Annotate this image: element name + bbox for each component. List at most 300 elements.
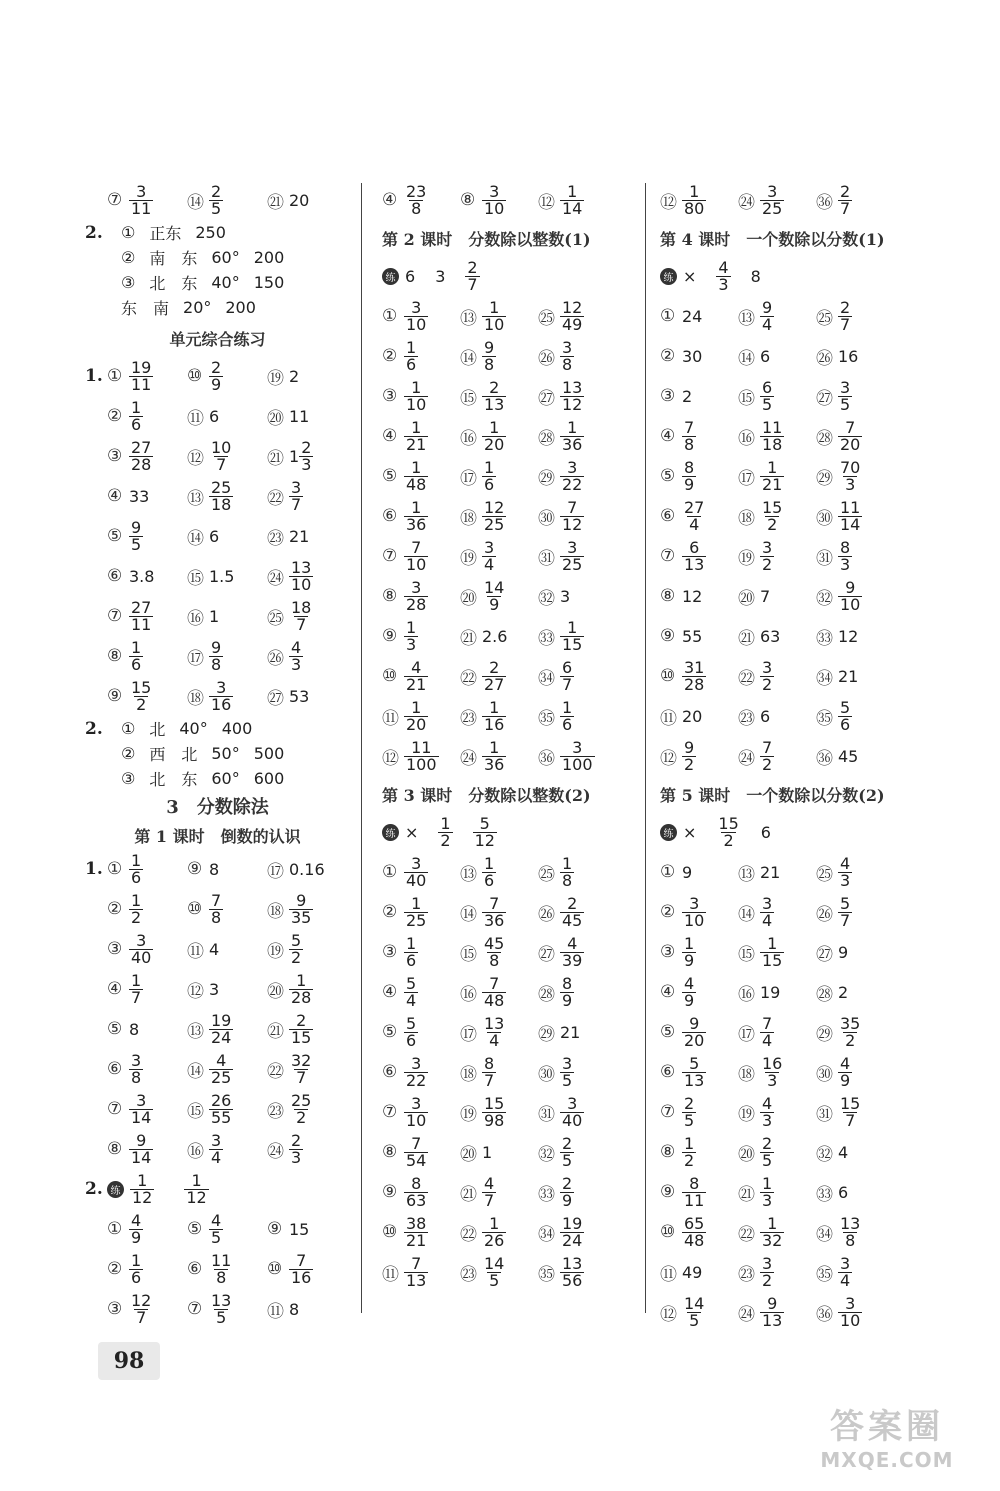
answer-cell [538, 1133, 616, 1170]
answer-cell [107, 1130, 187, 1167]
item-number: ㉞ [538, 668, 555, 689]
answer-cell [660, 346, 738, 366]
denominator: 3 [762, 1110, 773, 1130]
numerator: 19 [562, 1213, 583, 1233]
answer-value: 6 [209, 406, 220, 426]
denominator: 3 [840, 554, 851, 574]
item-number: ㉟ [538, 708, 555, 729]
denominator: 25 [562, 554, 583, 574]
denominator: 8 [562, 870, 573, 890]
item-number: ㉖ [267, 648, 284, 669]
denominator: 15 [291, 1027, 312, 1047]
fraction [482, 1093, 506, 1130]
numerator: 14 [684, 1293, 705, 1313]
numerator: 2 [211, 357, 222, 377]
numerator: 1 [484, 853, 495, 873]
denominator: 28 [406, 594, 427, 614]
answer-value: 4 [209, 939, 220, 959]
question-number: 2. [85, 222, 103, 243]
fraction [129, 1090, 153, 1127]
fraction [209, 890, 223, 927]
item-number: ⑥ [382, 1062, 398, 1082]
item-number: ① [107, 1219, 123, 1239]
fraction [760, 1253, 774, 1290]
answer-cell [267, 477, 347, 514]
answer-row [660, 892, 905, 932]
answer-row [382, 892, 640, 932]
denominator: 9 [684, 474, 695, 494]
item-number: ④ [107, 979, 123, 999]
whole-part: 1 [289, 446, 300, 466]
answer-value: 1.5 [209, 566, 235, 586]
fraction [560, 697, 574, 734]
fraction [682, 1053, 706, 1090]
item-number: ⑨ [187, 859, 203, 879]
answer-cell [660, 497, 738, 534]
denominator: 4 [762, 1030, 773, 1050]
numerator: 1 [411, 417, 422, 437]
item-number: ⑮ [187, 1101, 204, 1122]
item-number: ⑳ [460, 588, 477, 609]
denominator: 7 [484, 1190, 495, 1210]
answer-row [660, 536, 905, 576]
answer-cell [187, 357, 267, 394]
numerator: 9 [762, 297, 773, 317]
denominator: 4 [840, 1270, 851, 1290]
numerator: 11 [411, 737, 432, 757]
item-number: ⑤ [107, 526, 123, 546]
answer-row [382, 852, 640, 892]
denominator: 9 [562, 990, 573, 1010]
item-number: ㉚ [816, 508, 833, 529]
answer-value: 8 [209, 859, 220, 879]
fraction [129, 677, 153, 714]
answer-cell [382, 657, 460, 694]
item-number: ⑯ [187, 608, 204, 629]
answer-row [660, 576, 905, 616]
fraction [838, 297, 852, 334]
fraction [760, 657, 774, 694]
numerator: 3 [767, 181, 778, 201]
answer-row [382, 536, 640, 576]
answer-row [382, 496, 640, 536]
denominator: 4 [762, 910, 773, 930]
item-number: ③ [382, 942, 398, 962]
fraction [682, 1173, 706, 1210]
answer-cell [538, 697, 616, 734]
answer-cell [107, 1290, 187, 1327]
fraction [482, 537, 496, 574]
answer-cell [107, 930, 187, 967]
answer-value: 19 [760, 982, 781, 1002]
item-number: ㉒ [738, 1224, 755, 1245]
denominator: 5 [562, 1070, 573, 1090]
answer-cell [660, 457, 738, 494]
practice-row [660, 812, 905, 852]
numerator: 18 [291, 597, 312, 617]
answer-cell [187, 937, 267, 962]
answer-cell [267, 524, 347, 549]
denominator: 5 [689, 1310, 700, 1330]
answer-row [382, 1052, 640, 1092]
answer-row [382, 336, 640, 376]
fraction [760, 933, 784, 970]
answer-value: 12 [838, 626, 859, 646]
denominator: 20 [684, 1030, 705, 1050]
answer-row [382, 616, 640, 656]
fraction [129, 1210, 143, 1247]
item-number: ⑮ [460, 944, 477, 965]
answer-row [85, 1249, 350, 1289]
denominator: 3 [845, 474, 856, 494]
numerator: 11 [840, 497, 861, 517]
denominator: 6 [406, 950, 417, 970]
numerator: 5 [291, 930, 302, 950]
item-number: ⑪ [187, 408, 204, 429]
answer-cell [107, 1019, 187, 1039]
fraction [760, 1293, 784, 1330]
numerator: 1 [131, 890, 142, 910]
denominator: 5 [562, 1150, 573, 1170]
answer-cell [267, 1050, 347, 1087]
denominator: 13 [762, 1310, 783, 1330]
section-title: 第 2 课时 分数除以整数(1) [382, 229, 591, 249]
item-number: ㉑ [267, 192, 284, 213]
direction-value: 500 [253, 744, 285, 763]
item-number: ㉚ [538, 508, 555, 529]
numerator: 15 [840, 1093, 861, 1113]
item-number: ⑨ [107, 686, 123, 706]
fraction [760, 537, 774, 574]
answer-row [660, 416, 905, 456]
item-number: ⑫ [382, 748, 399, 769]
answer-cell [816, 1013, 894, 1050]
numerator: 2 [840, 297, 851, 317]
item-number: ① [382, 306, 398, 326]
denominator: 8 [131, 1067, 142, 1087]
denominator: 80 [684, 198, 705, 218]
item-number: ㉔ [267, 568, 284, 589]
fraction [289, 637, 303, 674]
fraction [560, 537, 584, 574]
item-number: ⑱ [187, 688, 204, 709]
fraction [404, 417, 428, 454]
denominator: 6 [406, 1030, 417, 1050]
answer-cell [267, 404, 347, 429]
numerator: 7 [211, 890, 222, 910]
fraction [482, 1213, 506, 1250]
fraction [209, 357, 223, 394]
denominator: 2 [762, 554, 773, 574]
answer-cell [538, 337, 616, 374]
item-number: ⑱ [738, 508, 755, 529]
answer-cell [538, 737, 616, 774]
answer-cell [816, 577, 894, 614]
item-number: ⑩ [187, 899, 203, 919]
answer-cell [738, 297, 816, 334]
fraction [760, 1133, 774, 1170]
answer-cell [660, 704, 738, 729]
answer-value: 30 [682, 346, 703, 366]
answer-value: 8 [129, 1019, 140, 1039]
answer-row [382, 1012, 640, 1052]
answer-cell [816, 377, 894, 414]
numerator: 31 [684, 657, 705, 677]
denominator: 3 [406, 634, 417, 654]
column-2 [382, 180, 640, 1292]
answer-cell [738, 933, 816, 970]
denominator: 2 [440, 830, 451, 850]
answer-cell [460, 497, 538, 534]
numerator: 13 [840, 1213, 861, 1233]
denominator: 8 [216, 1267, 227, 1287]
denominator: 9 [131, 1227, 142, 1247]
numerator: 23 [406, 181, 427, 201]
fraction [209, 637, 223, 674]
answer-cell [107, 890, 187, 927]
section-title: 第 4 课时 一个数除以分数(1) [660, 229, 885, 249]
answer-cell [816, 1180, 894, 1205]
fraction [404, 497, 428, 534]
answer-cell [538, 497, 616, 534]
item-number: ⑥ [382, 506, 398, 526]
answer-cell [187, 1050, 267, 1087]
denominator: 21 [406, 674, 427, 694]
fraction [838, 1013, 862, 1050]
item-number: ㉜ [816, 588, 833, 609]
numerator: 1 [411, 457, 422, 477]
numerator: 4 [411, 657, 422, 677]
denominator: 28 [131, 454, 152, 474]
fraction [404, 337, 418, 374]
answer-cell [738, 704, 816, 729]
numerator: 1 [131, 637, 142, 657]
answer-cell [107, 437, 187, 474]
numerator: 2 [301, 437, 312, 457]
item-number: ⑬ [738, 308, 755, 329]
answer-row [85, 636, 350, 676]
fraction [129, 1130, 153, 1167]
answer-row [660, 336, 905, 376]
answer-cell [107, 517, 187, 554]
denominator: 13 [406, 1270, 427, 1290]
denominator: 21 [762, 474, 783, 494]
denominator: 7 [840, 198, 851, 218]
fraction [760, 417, 784, 454]
item-number: ③ [107, 1299, 123, 1319]
numerator: 5 [406, 973, 417, 993]
item-number: ⑫ [660, 748, 677, 769]
direction-value: 北 东 [149, 274, 198, 293]
denominator: 7 [845, 1110, 856, 1130]
answer-value: 21 [838, 666, 859, 686]
fraction [482, 697, 506, 734]
fraction [209, 1050, 233, 1087]
fraction [184, 1170, 208, 1207]
answer-cell [267, 1130, 347, 1167]
numerator: 1 [131, 850, 142, 870]
answer-row [85, 969, 350, 1009]
answer-cell [382, 1173, 460, 1210]
denominator: 45 [562, 910, 583, 930]
fraction [129, 890, 143, 927]
answer-cell [538, 584, 616, 609]
answer-cell [738, 457, 816, 494]
answer-cell [538, 1020, 616, 1045]
answer-cell [538, 537, 616, 574]
fraction [289, 1010, 313, 1047]
item-number: ⑦ [107, 606, 123, 626]
answer-cell [460, 377, 538, 414]
denominator: 40 [562, 1110, 583, 1130]
item-number: ④ [382, 982, 398, 1002]
fraction [682, 657, 706, 694]
direction-value: 40° [211, 273, 240, 292]
answer-cell [538, 1173, 616, 1210]
answer-cell [660, 586, 738, 606]
item-number: ⑧ [660, 586, 676, 606]
answer-cell [816, 1140, 894, 1165]
answer-cell [538, 457, 616, 494]
numerator: 1 [689, 181, 700, 201]
direction-value: 60° [211, 769, 240, 788]
answer-cell [738, 1173, 816, 1210]
fraction [560, 1093, 584, 1130]
numerator: 1 [411, 377, 422, 397]
answer-cell [816, 497, 894, 534]
fraction [482, 737, 506, 774]
denominator: 15 [562, 634, 583, 654]
numerator: 1 [411, 697, 422, 717]
answer-cell [460, 737, 538, 774]
answer-cell [460, 537, 538, 574]
numerator: 6 [689, 537, 700, 557]
denominator: 12 [562, 394, 583, 414]
column-divider-2 [645, 183, 646, 1313]
item-number: ⑭ [187, 1061, 204, 1082]
item-number: ㊱ [816, 192, 833, 213]
item-number: ⑮ [738, 388, 755, 409]
fraction [760, 1093, 774, 1130]
fraction [482, 1253, 506, 1290]
item-number: ② [107, 406, 123, 426]
answer-row [660, 1132, 905, 1172]
item-number: ㉛ [538, 548, 555, 569]
numerator: 2 [296, 1010, 307, 1030]
numerator: 8 [684, 457, 695, 477]
numerator: 13 [291, 557, 312, 577]
fraction [682, 457, 696, 494]
numerator: 9 [684, 737, 695, 757]
item-number: ⑪ [660, 708, 677, 729]
fraction [838, 377, 852, 414]
item-number: ㉟ [538, 1264, 555, 1285]
numerator: 1 [762, 1173, 773, 1193]
answer-cell [382, 1013, 460, 1050]
fraction [404, 537, 428, 574]
answer-cell [738, 860, 816, 885]
numerator: 9 [211, 637, 222, 657]
numerator: 7 [411, 1133, 422, 1153]
mixed-number [289, 437, 313, 474]
item-number: ⑳ [267, 408, 284, 429]
direction-row [85, 220, 350, 245]
answer-cell [538, 893, 616, 930]
item-number: ㉒ [460, 668, 477, 689]
denominator: 10 [840, 594, 861, 614]
numerator: 3 [567, 457, 578, 477]
denominator: 13 [684, 554, 705, 574]
item-number: ⑭ [460, 348, 477, 369]
answer-row [85, 356, 350, 396]
denominator: 21 [406, 1230, 427, 1250]
fraction [760, 1173, 774, 1210]
denominator: 11 [131, 198, 152, 218]
denominator: 10 [484, 198, 505, 218]
fraction [560, 973, 574, 1010]
numerator: 3 [211, 1130, 222, 1150]
answer-cell [738, 1053, 816, 1090]
answer-cell [538, 1093, 616, 1130]
fraction [482, 337, 496, 374]
answer-cell [187, 564, 267, 589]
answer-cell [382, 537, 460, 574]
denominator: 6 [131, 414, 142, 434]
numerator: 7 [684, 417, 695, 437]
answer-value: 1 [482, 1142, 493, 1162]
item-number: ① [660, 862, 676, 882]
item-number: ㉗ [816, 944, 833, 965]
answer-value: 9 [682, 862, 693, 882]
denominator: 100 [406, 754, 437, 774]
fraction [682, 497, 706, 534]
section-title: 第 1 课时 倒数的认识 [134, 826, 301, 846]
numerator: 1 [684, 933, 695, 953]
denominator: 7 [840, 910, 851, 930]
denominator: 27 [484, 674, 505, 694]
numerator: 12 [484, 497, 505, 517]
fraction [838, 853, 852, 890]
fraction [404, 181, 428, 218]
item-number: ⑧ [460, 190, 476, 210]
denominator: 3 [767, 1070, 778, 1090]
answer-cell [460, 697, 538, 734]
answer-cell [460, 853, 538, 890]
fraction [404, 1213, 428, 1250]
fraction [404, 737, 439, 774]
numerator: 1 [406, 933, 417, 953]
answer-cell [738, 1253, 816, 1290]
item-number: ⑮ [187, 568, 204, 589]
item-number: ㉒ [267, 1061, 284, 1082]
answer-value: 8 [750, 266, 761, 286]
answer-cell [382, 1253, 460, 1290]
numerator: 3 [689, 893, 700, 913]
answer-cell [660, 537, 738, 574]
answer-cell [107, 850, 187, 887]
answer-value: 3.8 [129, 566, 155, 586]
numerator: 8 [689, 1173, 700, 1193]
fraction [482, 181, 506, 218]
denominator: 25 [484, 514, 505, 534]
fraction [560, 893, 584, 930]
answer-cell [816, 1053, 894, 1090]
fraction [129, 357, 153, 394]
item-number: ⑥ [107, 566, 123, 586]
numerator: 4 [216, 1050, 227, 1070]
denominator: 26 [484, 1230, 505, 1250]
column-1 [85, 180, 350, 1329]
